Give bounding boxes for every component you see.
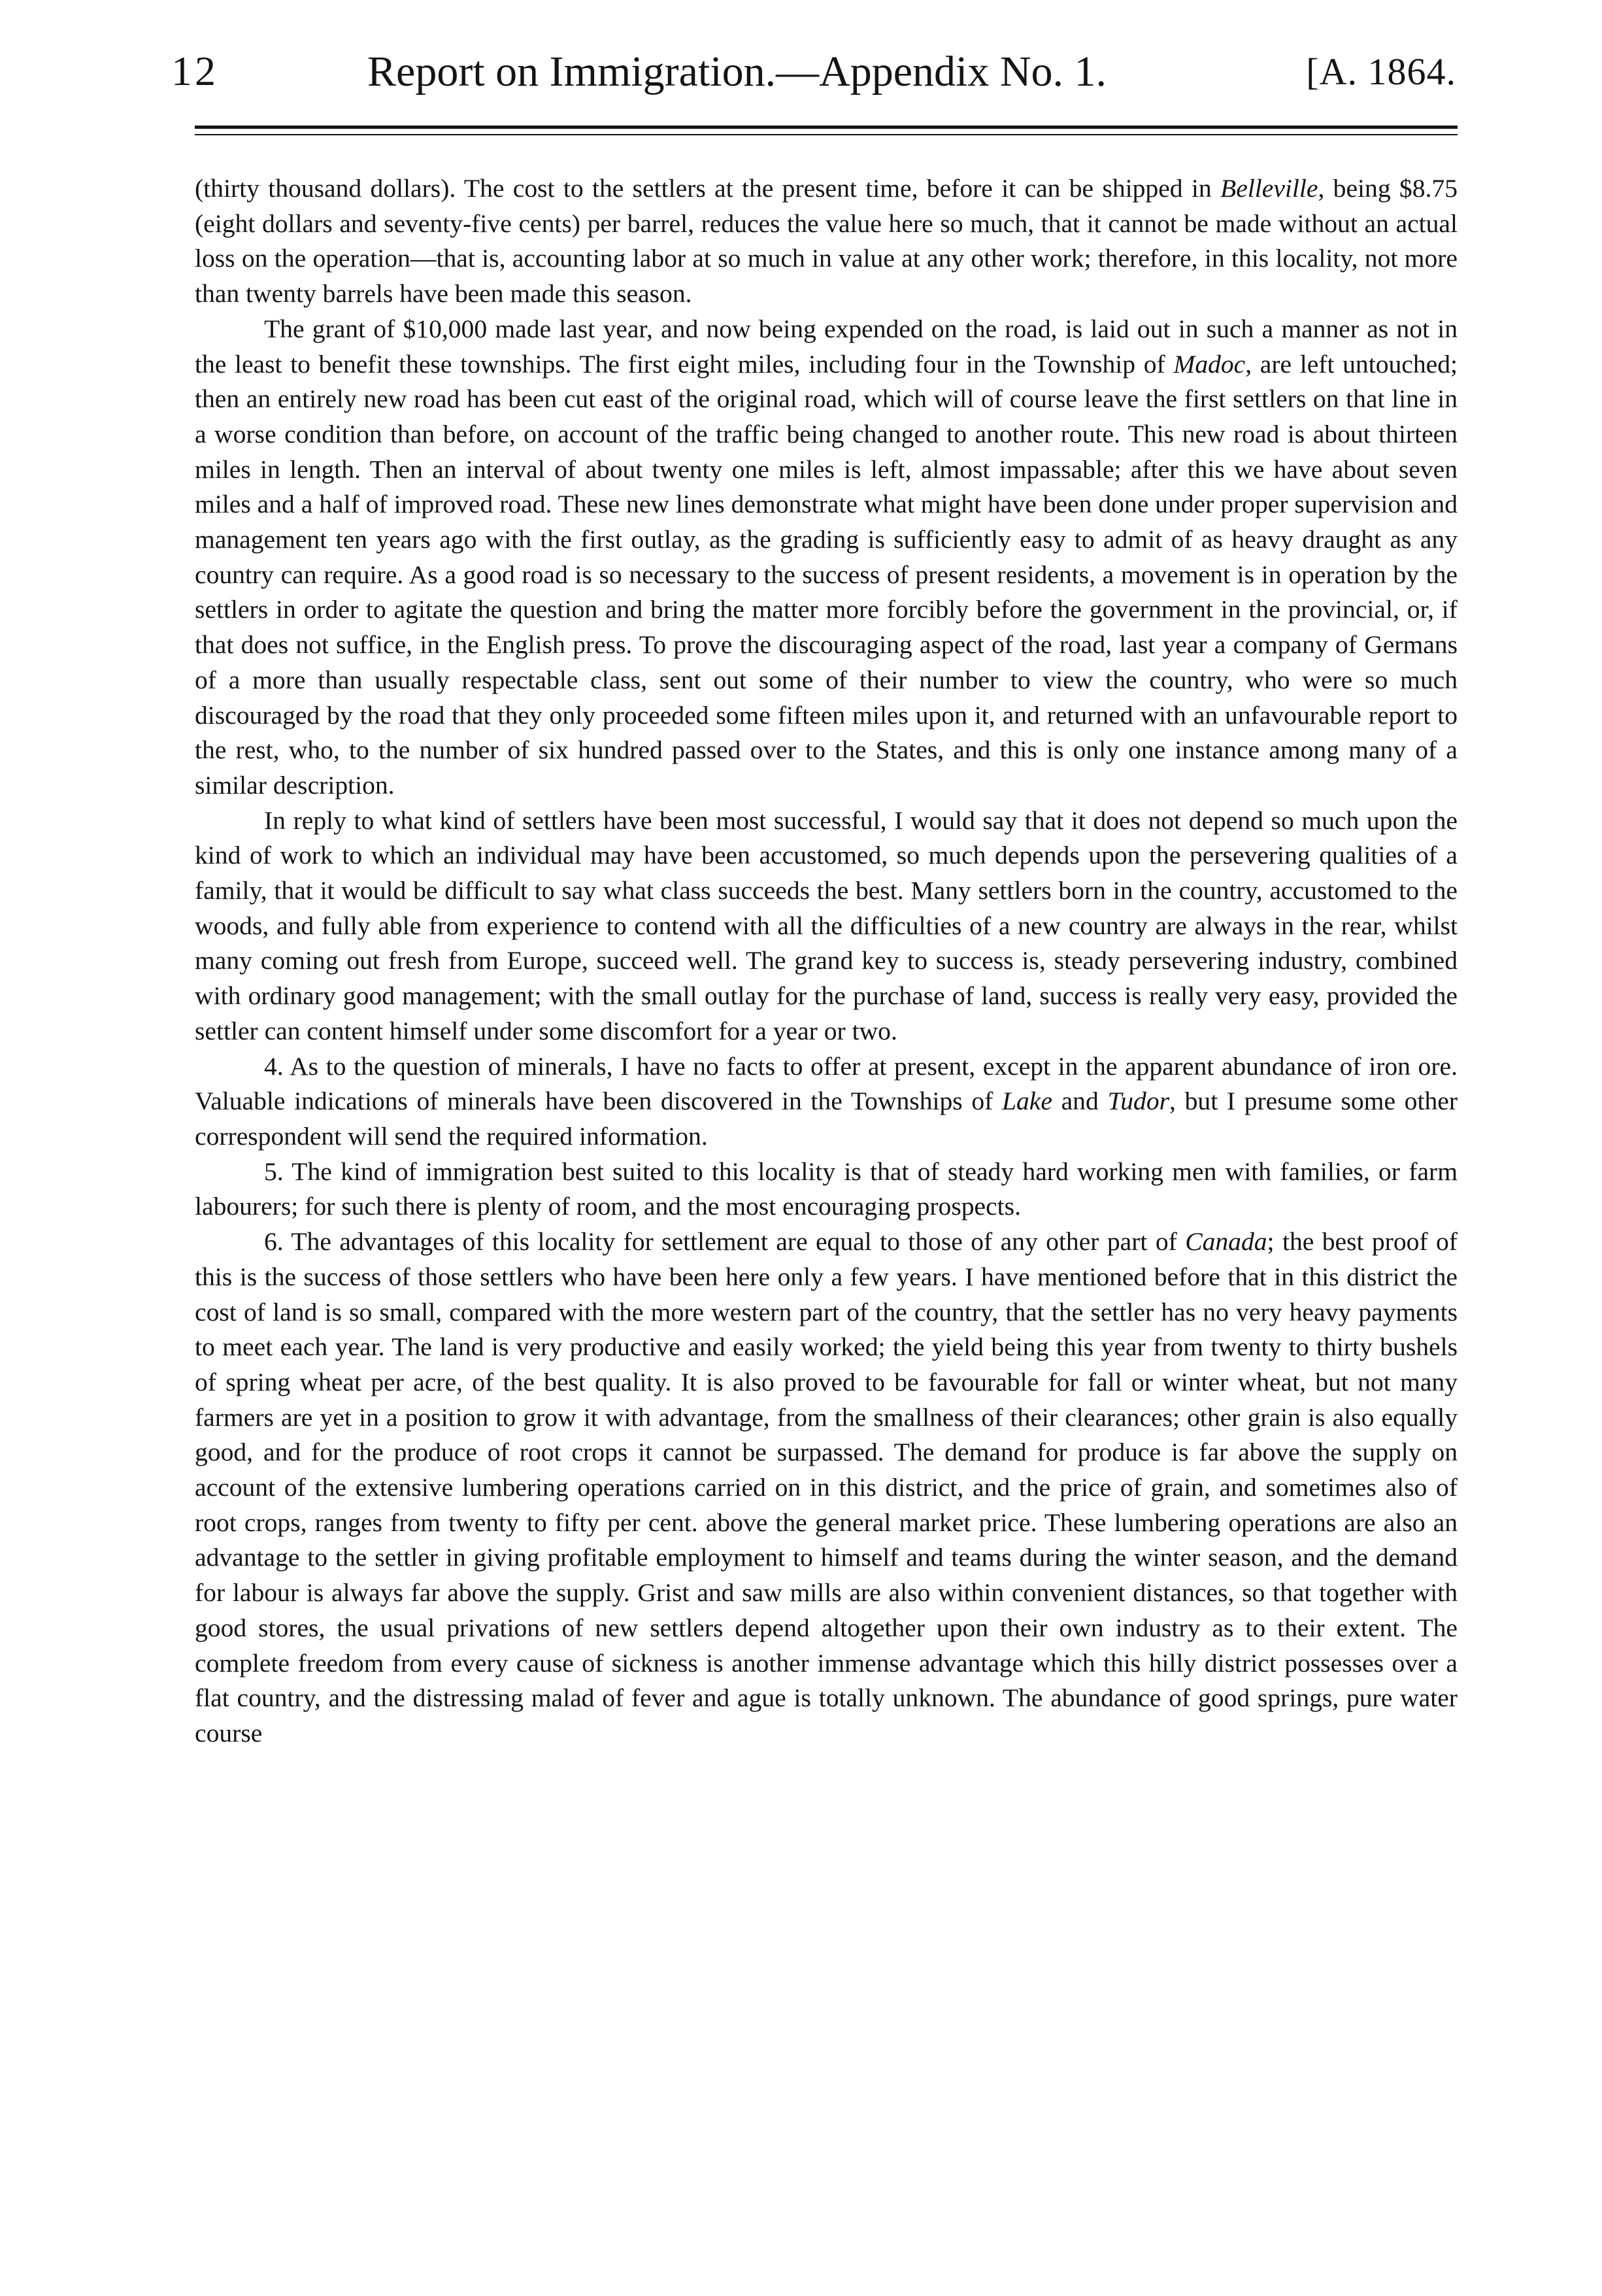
text-run: , are left untouched; then an entirely new road has been cut east of the original road, which will of course leave the first settlers on that line in a worse condition than before, on account of the traffic being changed to another route. This new road is about thirteen miles in length. Then an interval of about twenty one miles is left, almost impassable; after this we have about seven miles and a half of improved road. These new lines demonstrate what might have been done under proper supervision and management ten years ago with the first outlay, as the grading is sufficiently easy to admit of as heavy draught as any country can require. As a good road is so necessary to the success of present residents, a movement is in operation by the settlers in order to agitate the question and bring the matter more forcibly before the government in the provincial, or, if that does not suffice, in the English press. To prove the discouraging aspect of the road, last year a company of Germans of a more than usually respectable class, sent out some of their number to view the country, who were so much discouraged by the road that they only proceeded some fifteen miles upon it, and returned with an unfavourable report to the rest, who, to the number of six hundred passed over to the States, and this is only one instance among many of a similar description. bbox=[195, 349, 1458, 800]
text-run: , but I presume some other correspondent will send the required information. bbox=[195, 1087, 1458, 1151]
text-run: , being $8.75 (eight dollars and seventy-five cents) per barrel, reduces the value here so much, that it cannot be made without an actual loss on the operation—that is, accounting labor at so much in value at any other work; therefore, in this locality, not more than twenty barrels have been made this season. bbox=[195, 174, 1458, 309]
italic-name: Lake bbox=[1002, 1087, 1052, 1116]
paragraph bbox=[195, 1049, 1458, 1155]
text-run: and bbox=[1052, 1087, 1108, 1116]
text-run: ; the best proof of this is the success of those settlers who have been here only a few years. I have mentioned before that in this district the cost of land is so small, compared with the more western part of the country, that the settler has no very heavy payments to meet each year. The land is very productive and easily worked; the yield being this year from twenty to thirty bushels of spring wheat per acre, of the best quality. It is also proved to be favourable for fall or winter wheat, but not many farmers are yet in a position to grow it with advantage, from the smallness of their clearances; other grain is also equally good, and for the produce of root crops it cannot be surpassed. The demand for produce is far above the supply on account of the extensive lumbering operations carried on in this district, and the price of grain, and sometimes also of root crops, ranges from twenty to fifty per cent. above the general market price. These lumbering operations are also an advantage to the settler in giving profitable employment to himself and teams during the winter season, and the demand for labour is always far above the supply. Grist and saw mills are also within convenient distances, so that together with good stores, the usual privations of new settlers depend altogether upon their own industry as to their extent. The complete freedom from every cause of sickness is another immense advantage which this hilly district possesses over a flat country, and the distressing malad of fever and ague is totally unknown. The abundance of good springs, pure water course bbox=[195, 1227, 1458, 1747]
page-number: 12 bbox=[171, 48, 218, 94]
body-text bbox=[195, 171, 1458, 2257]
text-run: The grant of $10,000 made last year, and now being expended on the road, is laid out in such a manner as not in the least to benefit these townships. The first eight miles, including four in the Township of bbox=[195, 314, 1458, 379]
header-rule-thick bbox=[195, 126, 1458, 129]
italic-name: Madoc bbox=[1173, 349, 1246, 379]
paragraph bbox=[195, 1224, 1458, 1751]
text-run: 6. The advantages of this locality for settlement are equal to those of any other part of bbox=[264, 1227, 1186, 1257]
italic-name: Tudor bbox=[1107, 1087, 1170, 1116]
italic-name: Belleville bbox=[1220, 174, 1318, 203]
paragraph bbox=[195, 1155, 1458, 1224]
paragraph bbox=[195, 312, 1458, 803]
document-reference: [A. 1864. bbox=[1306, 50, 1456, 93]
italic-name: Canada bbox=[1185, 1227, 1267, 1257]
running-title: Report on Immigration.—Appendix No. 1. bbox=[367, 48, 1107, 95]
text-run: In reply to what kind of settlers have been most successful, I would say that it does not depend so much upon the kind of work to which an individual may have been accustomed, so much depends upon the persevering qualities of a family, that it would be difficult to say what class succeeds the best. Many settlers born in the country, accustomed to the woods, and fully able from experience to contend with all the difficulties of a new country are always in the rear, whilst many coming out fresh from Europe, succeed well. The grand key to success is, steady persevering industry, combined with ordinary good management; with the small outlay for the purchase of land, success is really very easy, provided the settler can content himself under some discomfort for a year or two. bbox=[195, 805, 1458, 1045]
text-run: 5. The kind of immigration best suited to this locality is that of steady hard working men with families, or farm labourers; for such there is plenty of room, and the most encouraging prospects. bbox=[195, 1156, 1458, 1221]
paragraph bbox=[195, 171, 1458, 312]
text-run: (thirty thousand dollars). The cost to the settlers at the present time, before it can be shipped in bbox=[195, 174, 1221, 203]
text-run: 4. As to the question of minerals, I have no facts to offer at present, except in the apparent abundance of iron ore. Valuable indications of minerals have been discovered in the Townships of bbox=[195, 1051, 1458, 1116]
paragraph bbox=[195, 803, 1458, 1049]
header-rule-thin bbox=[195, 134, 1458, 135]
page-header bbox=[171, 47, 1456, 110]
